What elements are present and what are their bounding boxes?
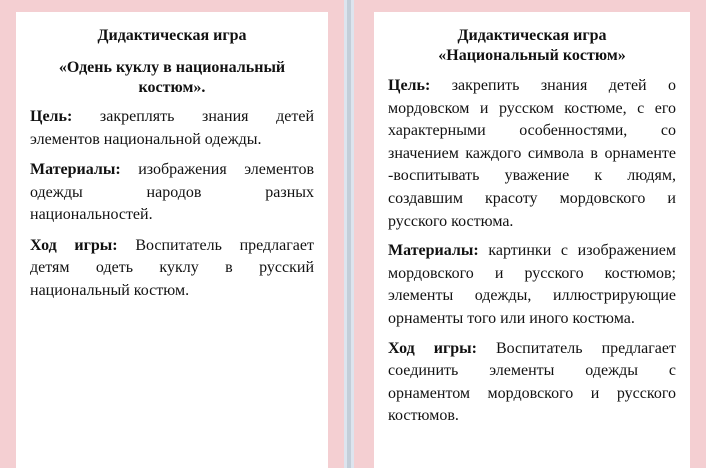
card-title	[388, 26, 676, 66]
goal-section	[30, 106, 314, 151]
procedure-label: Ход игры:	[388, 339, 477, 357]
card-heading: Дидактическая игра	[457, 27, 607, 44]
goal-label: Цель:	[30, 108, 73, 125]
materials-section	[388, 240, 676, 330]
materials-section	[30, 159, 314, 227]
procedure-label: Ход игры:	[30, 236, 118, 254]
materials-text: изображения элементов одежды народов разных национальностей.	[30, 161, 315, 223]
game-name: «Национальный костюм»	[438, 47, 626, 64]
procedure-section	[30, 235, 314, 303]
game-card-national-costume	[374, 12, 690, 468]
card-title	[30, 26, 314, 98]
game-name: «Одень куклу в национальный костюм».	[58, 59, 286, 96]
procedure-section	[388, 338, 676, 428]
goal-text: закреплять знания детей элементов национальной одежды.	[30, 108, 314, 148]
materials-label: Материалы:	[30, 161, 121, 178]
procedure-text: Воспитатель предлагает детям одеть куклу в русский национальный костюм.	[30, 236, 314, 299]
procedure-text: Воспитатель предлагает соединить элементы одежды с орнаментом мордовского и русского костюмов.	[388, 339, 677, 425]
goal-text: закрепить знания детей о мордовском и русском костюме, с его характерными особенностями, со значением каждого символа в орнаменте -воспитывать уважение к людям, создавшим красоту мордовского и русского костюма.	[388, 77, 677, 230]
materials-text: картинки с изображением мордовского и русского костюмов; элементы одежды, иллюстрирующие орнаменты того или иного костюма.	[388, 242, 677, 327]
card-heading: Дидактическая игра	[97, 27, 247, 44]
game-card-dress-doll	[16, 12, 328, 468]
goal-section	[388, 75, 676, 233]
materials-label: Материалы:	[388, 242, 479, 260]
goal-label: Цель:	[388, 77, 431, 94]
panel-divider	[344, 0, 354, 468]
